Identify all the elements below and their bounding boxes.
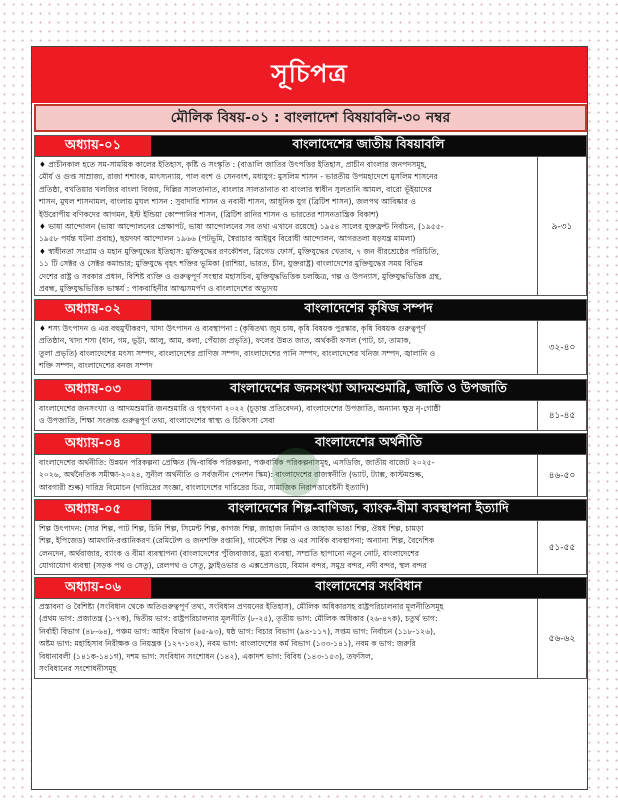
chapter-title: বাংলাদেশের জনসংখ্যা আদমশুমারি, জাতি ও উপজাতি	[151, 380, 586, 400]
chapter-title: বাংলাদেশের অর্থনীতি	[151, 434, 586, 454]
page-title: সূচিপত্র	[32, 47, 587, 103]
topic-line: তুলা প্রভৃতি) বাংলাদেশের মৎস্য সম্পদ, বাংলাদেশের প্রাণিজ সম্পদ, বাংলাদেশের পানি সম্পদ, বাংলাদেশের খনিজ সম্পদ, জ্বালানি ও	[39, 348, 436, 358]
page-range: ৪৬-৫০	[548, 471, 576, 481]
chapter-label: অধ্যায়-০৩	[35, 380, 151, 400]
section-header	[34, 499, 587, 521]
subject-heading: মৌলিক বিষয়-০১ : বাংলাদেশ বিষয়াবলি-৩০ নম্বর	[34, 104, 587, 132]
topic-line: (প্রথম ভাগ: প্রজাতন্ত্র (১-৭ক), দ্বিতীয় ভাগ: রাষ্ট্রপরিচালনার মূলনীতি (৮-২৫), তৃতীয় ভাগ: মৌলিক অধিকার (২৬-৪৭ক), চতুর্থ ভাগ:	[39, 614, 438, 624]
section-header	[34, 135, 587, 157]
topic-line: নির্বাহী বিভাগ (৪৮-৬৪), পঞ্চম ভাগ: আইন বিভাগ (৬৫-৯৩), ষষ্ঠ ভাগ: বিচার বিভাগ (৯৪-১১৭), সপ্তম ভাগ: নির্বাচন (১১৮-১২৬),	[39, 626, 436, 636]
section-body	[34, 321, 587, 375]
section-body	[34, 401, 587, 431]
topic-line: ও উপজাতি, শিক্ষা সংক্রান্ত গুরুত্বপূর্ণ তথ্য, বাংলাদেশের স্বাস্থ্য ও চিকিৎসা সেবা	[39, 416, 275, 426]
chapter-title: বাংলাদেশের জাতীয় বিষয়াবলি	[151, 136, 586, 156]
topic-line: ২০২৬, অর্থনৈতিক সমীক্ষা-২০২৪, সুনীল অর্থনীতি ও সর্বজনীন পেনশন স্কিম): বাংলাদেশের রাজস্বনীতি (ভ্যাট, ট্যাক্স, কাস্টমশুল্ক,	[39, 470, 424, 480]
topic-line: ♦ প্রাচীনকাল হতে সম-সাময়িক কালের ইতিহাস, কৃষ্টি ও সংস্কৃতি : (বাঙালি জাতির উৎপত্তির ইতিহাস, প্রাচীন বাংলার জনপদসমূহ,	[39, 160, 427, 169]
topic-line: যোগাযোগ ব্যবস্থা (সড়ক পথ ও সেতু), রেলপথ ও সেতু, ফ্লাইওভার ও এক্সপ্রেসওয়ে, বিমান বন্দর, সমুদ্র বন্দর, নদী বন্দর, স্থল বন্দর	[39, 561, 427, 571]
section-header	[34, 299, 587, 321]
section-chapter-01	[34, 135, 587, 296]
topic-line: অষ্টম ভাগ: মহাহিসাব নিরীক্ষক ও নিয়ন্ত্রক (১২৭-১৩২), নবম ভাগ: বাংলাদেশের কর্ম বিভাগ (১৩৩-১৪১), নবম ক ভাগ: জরুরি	[39, 639, 416, 649]
topic-line: শিল্প উৎপাদন: (সার শিল্প, পাট শিল্প, চিনি শিল্প, সিমেন্ট শিল্প, কাগজ শিল্প, জাহাজ নির্মাণ ও জাহাজ ভাঙা শিল্প, ঔষধ শিল্প, চামড়া	[39, 524, 424, 533]
section-header	[34, 379, 587, 401]
chapter-label: অধ্যায়-০১	[35, 136, 151, 156]
topic-line: বিধানাবলী (১৪১ক-১৪১গ), দশম ভাগ: সংবিধান সংশোধন (১৪২), একাদশ ভাগ: বিবিধ (১৪৩-১৫৩), তফসিল,	[39, 651, 374, 661]
section-chapter-05	[34, 499, 587, 575]
page-range: ৯-৩১	[551, 221, 573, 232]
topic-line: আবগারী শুল্ক) দারিদ্র বিমোচন (দারিদ্রের সংজ্ঞা, বাংলাদেশের দারিদ্রের চিত্র, সামাজিক নিরাপত্তাবেষ্টনী ইত্যাদি)	[39, 482, 369, 492]
topic-line: ১৯৫৮ পর্যন্ত ঘটনা প্রবাহ), ছয়দফা আন্দোলন ১৯৬৬ (পটভূমি, স্বৈরাচার আইয়ুব বিরোধী আন্দোলন, আগরতলা ষড়যন্ত্র মামলা)	[39, 234, 416, 244]
section-chapter-06	[34, 577, 587, 679]
page-range: ৪১-৪৫	[548, 411, 576, 421]
topic-line: প্রতিষ্ঠান, খাদ্য শস্য (ধান, গম, ভুট্টা, আলু, আম, কলা, পেঁয়াজ প্রভৃতি), ফলের উন্নত জাত, অর্থকরী ফসল (পাট, চা, তামাক,	[39, 336, 411, 346]
topic-line: ♦ স্বাধীনতা সংগ্রাম ও মহান মুক্তিযুদ্ধের ইতিহাস: মুক্তিযুদ্ধের রণকৌশল, ব্রিগেড ফোর্স, মুক্তিযুদ্ধের খেতাব, ৭ জন বীরশ্রেষ্ঠের পরিচিতি,	[39, 246, 440, 256]
chapter-label: অধ্যায়-০২	[35, 300, 151, 320]
topic-line: বাংলাদেশের জনসংখ্যা ও আদমশুমারি জনশুমারি ও গৃহগণনা ২০২২ (চূড়ান্ত প্রতিবেদন), বাংলাদেশের উপজাতি, অন্যান্য ক্ষুদ্র নৃ-গোষ্ঠী	[39, 404, 441, 413]
topic-line: শিল্প, ইপিজেড) আমদানি-রপ্তানিকরণ (রেমিটেন্স ও জনশক্তি রপ্তানি), গার্মেন্টস শিল্প ও এর সার্বিক ব্যবস্থাপনা; অন্যান্য শিল্প, বৈদেশিক	[39, 536, 435, 546]
section-header	[34, 433, 587, 455]
chapter-topics	[35, 599, 538, 678]
section-header	[34, 577, 587, 599]
chapter-topics	[35, 157, 538, 295]
chapter-topics	[35, 321, 538, 374]
topic-line: প্রস্তাবনা ও বৈশিষ্ট্য (সংবিধান থেকে অতিগুরুত্বপূর্ণ তথ্য, সংবিধান প্রণয়নের ইতিহাস), মৌলিক অধিকারসহ রাষ্ট্রপরিচালনার মূলনীতিসমূহ	[39, 602, 444, 611]
topic-line: ♦ ভাষা আন্দোলন (ভাষা আন্দোলনের প্রেক্ষাপট, ভাষা আন্দোলনের সব তথ্য এখানে রয়েছে) ১৯৫৪ সালের যুক্তফ্রন্ট নির্বাচন, (১৯৫৫-	[39, 222, 444, 232]
topic-line: ♦ শস্য উৎপাদন ও এর বহুমুখীকরণ, খাদ্য উৎপাদন ও ব্যবস্থাপনা : (কৃষিতথ্য জুম চাষ, কৃষি বিষয়ক পুরস্কার, কৃষি বিষয়ক গুরুত্বপূর্ণ	[39, 324, 426, 333]
topic-line: ১১ টি সেক্টর ও সেক্টর কমান্ডার; মুক্তিযুদ্ধে বৃহৎ শক্তির ভূমিকা (রাশিয়া, ভারত, চীন, যুক্তরাষ্ট্র) বাংলাদেশের মুক্তিযুদ্ধের সময় বিভিন্ন	[39, 259, 423, 269]
section-body	[34, 521, 587, 575]
section-chapter-02	[34, 299, 587, 375]
chapter-title: বাংলাদেশের শিল্প-বাণিজ্য, ব্যাংক-বীমা ব্যবস্থাপনা ইত্যাদি	[151, 500, 586, 520]
topic-line: প্রতিষ্ঠা, বখতিয়ার খলজির বাংলা বিজয়, দিল্লির সালতানাত, বাংলার সালতানাত বা বাংলার স্বাধীন সুলতানি আমল, বারো ভূঁইয়াদের	[39, 184, 432, 194]
chapter-topics	[35, 401, 538, 430]
chapter-label: অধ্যায়-০৬	[35, 578, 151, 598]
topic-line: শাসন, মুঘল শাসনামল, বাংলায় মুঘল শাসন : সুবাদারি শাসন ও নবাবী শাসন, আধুনিক যুগ (ব্রিটিশ শাসন), জলপথ আবিষ্কার ও	[39, 197, 416, 207]
chapter-label: অধ্যায়-০৫	[35, 500, 151, 520]
topic-line: সংবিধানের সংশোধনীসমূহ	[39, 664, 117, 674]
topic-line: প্রবন্ধ, মুক্তিযুদ্ধভিত্তিক ভাস্কর্য : পাকবাহিনীর আত্মসমর্পণ ও বাংলাদেশের অভ্যুদয়	[39, 284, 278, 294]
topic-line: লেনদেন, অর্থবাজার, ব্যাংক ও বীমা ব্যবস্থাপনা (বাংলাদেশের পুঁজিবাজার, মুদ্রা ব্যবস্থা, সম্প্রতি ছাপানো নতুন নোট, বাংলাদেশের	[39, 548, 420, 558]
chapter-title: বাংলাদেশের সংবিধান	[151, 578, 586, 598]
page-range: ৫১-৫৫	[548, 543, 576, 553]
chapter-topics	[35, 521, 538, 574]
section-body	[34, 157, 587, 296]
section-body	[34, 599, 587, 679]
topic-line: ইউরোপীয় বণিকদের আগমন, ইস্ট ইন্ডিয়া কোম্পানির শাসন, (ব্রিটিশ রানির শাসন ও ভারতের শাসনতান্ত্রিক বিকাশ)	[39, 209, 379, 219]
section-chapter-03	[34, 379, 587, 431]
topic-line: বাংলাদেশের অর্থনীতি: উন্নয়ন পরিকল্পনা প্রেক্ষিত (দ্বি-বার্ষিক পরিকল্পনা, পঞ্চবার্ষিক পরিকল্পনাসমূহ, এসডিজি, জাতীয় বাজেট ২০২৫-	[39, 458, 435, 467]
topic-line: মৌর্য ও গুপ্ত সাম্রাজ্য, রাজা শশাংক, মাৎস্যন্যায়, পাল বংশ ও সেনবংশ, মধ্যযুগ: মুসলিম শাসন - ভারতীয় উপমহাদেশে মুসলিম শাসনের	[39, 172, 438, 182]
chapter-label: অধ্যায়-০৪	[35, 434, 151, 454]
page-range: ৫৬-৬২	[548, 634, 576, 644]
topic-line: দেশের রাষ্ট্র ও সরকার প্রধান, বিশিষ্ট ব্যক্তি ও গুরুত্বপূর্ণ সংস্থার মহাসচিব, মুক্তিযুদ্ধভিত্তিক চলচ্চিত্র, গল্প ও উপন্যাস, মুক্তিযুদ্ধভিত্তিক গ্রন্থ,	[39, 271, 442, 281]
page-range: ৩২-৪০	[548, 343, 576, 353]
contents-sheet	[31, 46, 588, 790]
topic-line: শক্তি সম্পদ, বাংলাদেশের বনজ সম্পদ	[39, 361, 153, 371]
watermark-logo-icon	[272, 448, 320, 496]
chapter-title: বাংলাদেশের কৃষিজ সম্পদ	[151, 300, 586, 320]
